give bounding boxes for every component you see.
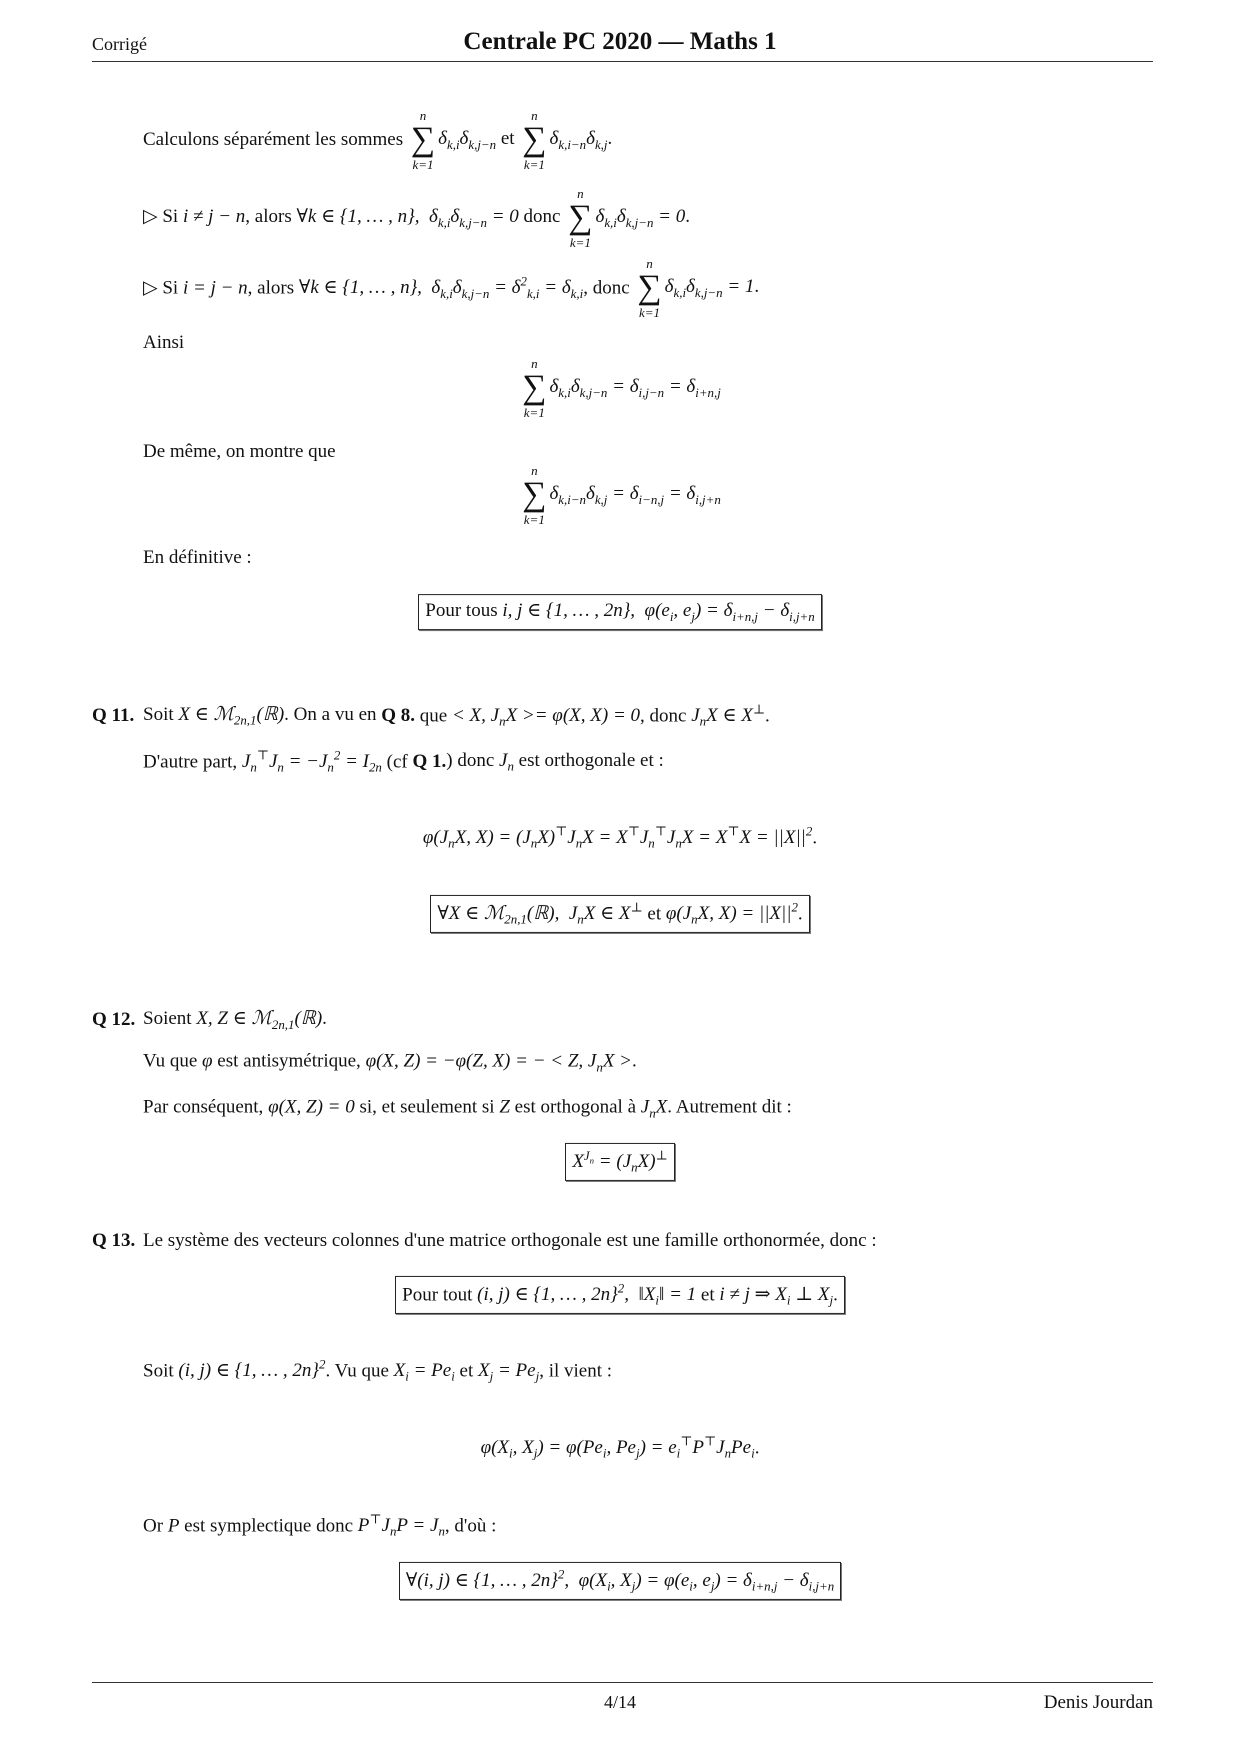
result-box bbox=[395, 1276, 845, 1314]
text-line bbox=[143, 257, 759, 319]
document-title: Centrale PC 2020 — Maths 1 bbox=[463, 28, 777, 55]
result-box bbox=[565, 1143, 674, 1181]
display-equation bbox=[0, 464, 1240, 526]
text-line bbox=[143, 109, 612, 171]
text-segment: Calculons séparément les sommes bbox=[143, 129, 408, 150]
result-box bbox=[430, 895, 809, 933]
summation bbox=[522, 109, 546, 171]
sum-lower-limit: k=1 bbox=[638, 305, 661, 320]
display-equation bbox=[0, 1434, 1240, 1462]
sum-sign-icon: ∑ bbox=[522, 121, 547, 158]
summation bbox=[637, 257, 661, 319]
text-line bbox=[143, 187, 690, 249]
summation bbox=[411, 109, 435, 171]
sum-sign-icon: ∑ bbox=[410, 121, 436, 158]
sum-lower-limit: k=1 bbox=[569, 235, 591, 250]
sum-upper-limit: n bbox=[531, 463, 538, 478]
text-line bbox=[143, 1357, 612, 1385]
boxed-result-line bbox=[0, 895, 1240, 933]
sum-lower-limit: k=1 bbox=[523, 512, 545, 527]
text-segment: ∀X ∈ ℳ$_{2n,1}$(ℝ), $J_nX$ ∈ X⊥ et $\varphi(J_nX$, $X) = ||X||^2$. bbox=[437, 899, 803, 928]
boxed-result-line bbox=[0, 1276, 1240, 1314]
text-segment: Ainsi bbox=[143, 332, 185, 353]
sum-lower-limit: k=1 bbox=[523, 157, 545, 172]
text-segment: $\delta_{k,i}\delta_{k,j-n}$ et bbox=[438, 127, 520, 152]
text-segment: En définitive : bbox=[143, 547, 252, 568]
text-line bbox=[143, 547, 252, 569]
text-line bbox=[143, 1512, 496, 1540]
text-line bbox=[143, 702, 770, 730]
sum-lower-limit: k=1 bbox=[523, 405, 545, 420]
text-segment: $\delta_{k,i-n}\delta_{k,j}$. bbox=[549, 127, 613, 152]
text-line bbox=[143, 1051, 637, 1076]
sum-upper-limit: n bbox=[646, 256, 653, 271]
footer-rule bbox=[92, 1682, 1153, 1683]
text-line bbox=[143, 1097, 792, 1122]
display-equation bbox=[0, 824, 1240, 852]
result-box bbox=[399, 1562, 841, 1600]
text-segment: ▷ Si i = j − n, alors ∀k ∈ {1, … , n}, $\delta_{k,i}\delta_{k,j-n} = \delta^2_{k,i} = \delta_{k,i}$, donc bbox=[143, 273, 635, 302]
sum-upper-limit: n bbox=[531, 108, 538, 123]
text-segment: Vu que φ est antisymétrique, φ(X, Z) = −φ(Z, X) = − < Z, $J_nX$ >. bbox=[143, 1050, 637, 1075]
question-label: Q 11. bbox=[92, 705, 135, 726]
text-segment: Soit (i, j) ∈ {1, … , 2n}$^2$. Vu que $X_i = Pe_i$ et $X_j = Pe_j$, il vient : bbox=[143, 1356, 613, 1385]
sum-sign-icon: ∑ bbox=[522, 369, 547, 406]
sum-sign-icon: ∑ bbox=[637, 269, 662, 306]
summation bbox=[522, 357, 546, 419]
sum-lower-limit: k=1 bbox=[412, 157, 434, 172]
text-segment: D'autre part, $J_n^⊤J_n = -J_n^2 = I_{2n}$ (cf bbox=[143, 747, 413, 776]
header-rule bbox=[92, 61, 1153, 62]
text-line bbox=[143, 332, 184, 354]
question-label: Q 12. bbox=[92, 1009, 136, 1030]
text-segment: $\varphi(J_nX$, $X) = (J_nX)^⊤J_nX = X^⊤J_n^⊤J_nX = X^⊤X = ||X||^2$. bbox=[422, 823, 818, 852]
text-segment: Soit X ∈ ℳ$_{2n,1}$(ℝ). On a vu en bbox=[143, 704, 382, 728]
text-segment: $X^{J_n} = (J_nX)^\perp$ bbox=[572, 1147, 668, 1176]
author-name: Denis Jourdan bbox=[1043, 1692, 1153, 1713]
page-number: 4/14 bbox=[603, 1692, 636, 1712]
sum-sign-icon: ∑ bbox=[522, 476, 547, 513]
sum-upper-limit: n bbox=[419, 108, 427, 123]
text-segment: Or P est symplectique donc $P^⊤J_nP = J_n$, d'où : bbox=[143, 1511, 497, 1540]
text-line bbox=[143, 441, 336, 463]
text-line bbox=[143, 748, 664, 776]
text-segment: ) donc $J_n$ est orthogonale et : bbox=[446, 749, 664, 774]
summation bbox=[522, 464, 546, 526]
text-line bbox=[143, 1230, 877, 1252]
text-segment: $\delta_{k,i}\delta_{k,j-n} = \delta_{i,j-n} = \delta_{i+n,j}$ bbox=[549, 375, 721, 400]
question-reference: Q 8. bbox=[381, 705, 416, 726]
boxed-result-line bbox=[0, 1143, 1240, 1181]
text-segment: ▷ Si i ≠ j − n, alors ∀k ∈ {1, … , n}, $\delta_{k,i}\delta_{k,j-n} = 0$ donc bbox=[143, 206, 566, 230]
summation bbox=[568, 187, 592, 249]
text-segment: Pour tous i, j ∈ {1, … , 2n}, $\varphi(e_i$, $e_j) = \delta_{i+n,j} - \delta_{i,j+n}$ bbox=[425, 600, 815, 624]
sum-sign-icon: ∑ bbox=[568, 199, 593, 236]
text-segment: que < X, $J_nX >= \varphi(X$, X) = 0, donc $J_nX$ ∈ X⊥. bbox=[415, 701, 770, 730]
sum-upper-limit: n bbox=[531, 356, 538, 371]
text-segment: $\delta_{k,i}\delta_{k,j-n} = 0$. bbox=[595, 205, 690, 230]
question-label: Q 13. bbox=[92, 1230, 136, 1251]
text-segment: Par conséquent, φ(X, Z) = 0 si, et seulement si Z est orthogonal à $J_nX$. Autrement dit : bbox=[143, 1096, 792, 1121]
boxed-result-line bbox=[0, 594, 1240, 630]
text-segment: ∀(i, j) ∈ {1, … , 2n}$^2$, $\varphi(X_i$, $X_j) = \varphi(e_i$, $e_j) = \delta_{i+n,j} - \delta_{i,j+n}$ bbox=[405, 1566, 835, 1595]
sum-upper-limit: n bbox=[577, 186, 584, 201]
question-reference: Q 1. bbox=[412, 751, 447, 772]
text-segment: $\delta_{k,i-n}\delta_{k,j} = \delta_{i-n,j} = \delta_{i,j+n}$ bbox=[549, 482, 721, 507]
text-segment: Pour tout (i, j) ∈ {1, … , 2n}$^2$, $‖X_i‖ = 1$ et i ≠ j ⇒ $X_i$ ⊥ $X_j$. bbox=[402, 1280, 838, 1309]
display-equation bbox=[0, 357, 1240, 419]
text-segment: Soient X, Z ∈ ℳ$_{2n,1}$(ℝ). bbox=[143, 1008, 327, 1032]
text-segment: Le système des vecteurs colonnes d'une matrice orthogonale est une famille orthonormée, donc : bbox=[143, 1230, 877, 1251]
header-label: Corrigé bbox=[92, 34, 147, 54]
text-line bbox=[143, 1007, 327, 1033]
text-segment: $\varphi(X_i$, $X_j) = \varphi(Pe_i$, $Pe_j) = e_i^⊤P^⊤J_nPe_i$. bbox=[480, 1433, 760, 1462]
text-segment: $\delta_{k,i}\delta_{k,j-n} = 1$. bbox=[664, 275, 760, 300]
text-segment: De même, on montre que bbox=[143, 441, 336, 462]
result-box bbox=[418, 594, 821, 630]
boxed-result-line bbox=[0, 1562, 1240, 1600]
